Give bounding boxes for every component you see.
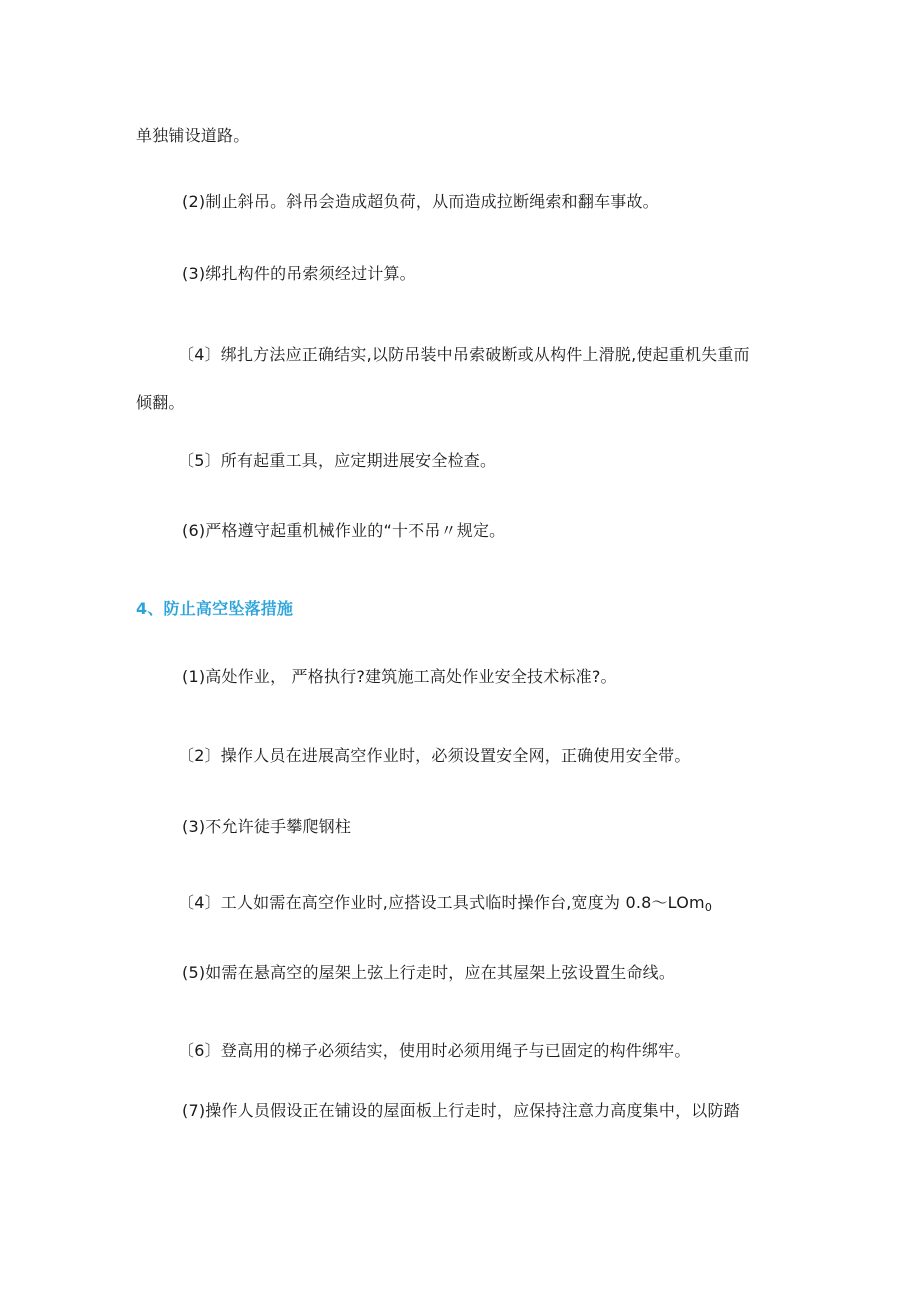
list-item: 〔2〕操作人员在进展高空作业时，必须设置安全网，正确使用安全带。 [178, 746, 691, 765]
text-line: 倾翻。 [136, 393, 185, 412]
list-item [178, 893, 712, 918]
text-line: 〔4〕绑扎方法应正确结实,以防吊装中吊索破断或从构件上滑脱,使起重机失重而 [178, 345, 750, 364]
text-line: 单独铺设道路。 [136, 126, 250, 145]
list-item: (1)高处作业， 严格执行?建筑施工高处作业安全技术标准?。 [182, 667, 617, 686]
text-line: 〔5〕所有起重工具，应定期进展安全检查。 [178, 451, 497, 470]
list-item: 〔6〕登高用的梯子必须结实，使用时必须用绳子与已固定的构件绑牢。 [178, 1041, 691, 1060]
text-line: (2)制止斜吊。斜吊会造成超负荷，从而造成拉断绳索和翻车事故。 [182, 192, 659, 211]
list-item: (3)不允许徒手攀爬钢柱 [182, 817, 352, 836]
text-line: (6)严格遵守起重机械作业的“十不吊〃规定。 [182, 521, 506, 540]
section-heading: 4、防止高空坠落措施 [136, 599, 294, 618]
list-item: (7)操作人员假设正在铺设的屋面板上行走时，应保持注意力高度集中，以防踏 [182, 1101, 740, 1120]
list-item: (5)如需在悬高空的屋架上弦上行走时，应在其屋架上弦设置生命线。 [182, 963, 676, 982]
list-item-text: 〔4〕工人如需在高空作业时,应搭设工具式临时操作台,宽度为 0.8～LOm [178, 893, 705, 912]
text-line: (3)绑扎构件的吊索须经过计算。 [182, 264, 416, 283]
subscript-text: 0 [704, 901, 713, 914]
